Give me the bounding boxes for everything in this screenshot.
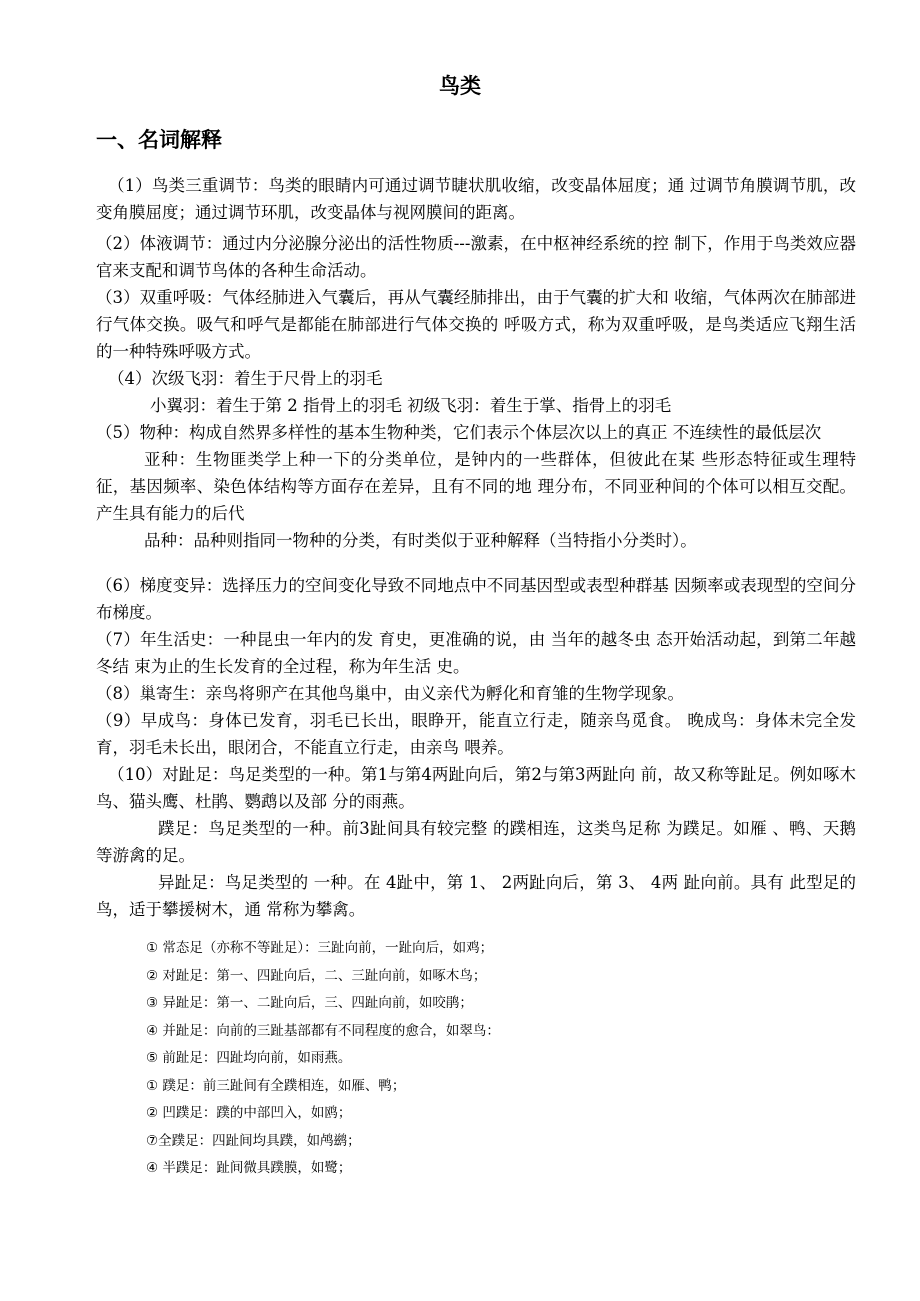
paragraph-1: （1）鸟类三重调节：鸟类的眼睛内可通过调节睫状肌收缩，改变晶体屈度；通 过调节角膜调节肌，改变角膜屈度；通过调节环肌，改变晶体与视网膜间的距离。 xyxy=(96,176,856,222)
paragraph-4b: 小翼羽：着生于第 2 指骨上的羽毛 初级飞羽：着生于掌、指骨上的羽毛 xyxy=(150,396,672,415)
list-item: ① 蹼足：前三趾间有全蹼相连，如雁、鸭； xyxy=(146,1077,406,1094)
paragraph-3: （3）双重呼吸：气体经肺进入气囊后，再从气囊经肺排出，由于气囊的扩大和 收缩，气体两次在肺部进行气体交换。吸气和呼气是都能在肺部进行气体交换的 呼吸方式，称为双重呼吸，是鸟类适应飞翔生活的一种特殊呼吸方式。 xyxy=(96,288,856,361)
paragraph-5b: 亚种：生物匪类学上种一下的分类单位，是钟内的一些群体，但彼此在某 些形态特征或生理特征，基因频率、染色体结构等方面存在差异，且有不同的地 理分布，不同亚种间的个体可以相互交配。产生具有能力的后代 xyxy=(96,450,856,523)
list-item: ① 常态足（亦称不等趾足）：三趾向前，一趾向后，如鸡； xyxy=(146,940,494,956)
paragraph-5: （5）物种：构成自然界多样性的基本生物种类，它们表示个体层次以上的真正 不连续性的最低层次 xyxy=(96,423,822,442)
paragraph-5c: 品种：品种则指同一物种的分类，有时类似于亚种解释（当特指小分类时）。 xyxy=(144,531,697,550)
paragraph-4: （4）次级飞羽：着生于尺骨上的羽毛 xyxy=(108,369,383,388)
list-item: ⑦全蹼足：四趾间均具蹼，如鸬鹚； xyxy=(146,1132,361,1149)
paragraph-7: （7）年生活史：一种昆虫一年内的发 育史，更准确的说，由 当年的越冬虫 态开始活动起，到第二年越冬结 束为止的生长发育的全过程，称为年生活 史。 xyxy=(96,630,856,676)
list-item: ④ 并趾足：向前的三趾基部都有不同程度的愈合，如翠鸟： xyxy=(146,1022,500,1039)
paragraph-10b: 蹼足：鸟足类型的一种。前3趾间具有较完整 的蹼相连，这类鸟足称 为蹼足。如雁 、鸭、天鹅等游禽的足。 xyxy=(96,819,856,865)
paragraph-10c: 异趾足：鸟足类型的 一种。在 4趾中，第 1、 2两趾向后，第 3、 4两 趾向前。具有 此型足的鸟，适于攀援树木，通 常称为攀禽。 xyxy=(96,873,856,919)
section-heading: 一、名词解释 xyxy=(96,128,222,152)
foot-type-list xyxy=(146,935,706,1183)
document-title: 鸟类 xyxy=(439,74,481,98)
paragraph-10: （10）对趾足：鸟足类型的一种。第1与第4两趾向后，第2与第3两趾向 前，故又称等趾足。例如啄木 鸟、猫头鹰、杜鹃、鹦鹉以及部 分的雨燕。 xyxy=(96,765,856,811)
list-item: ③ 异趾足：第一、二趾向后，三、四趾向前，如咬鹃； xyxy=(146,995,473,1011)
paragraph-2: （2）体液调节：通过内分泌腺分泌出的活性物质---激素，在中枢神经系统的控 制下，作用于鸟类效应器官来支配和调节鸟体的各种生命活动。 xyxy=(96,234,856,280)
list-item: ② 凹蹼足：蹼的中部凹入，如鸥； xyxy=(146,1105,352,1121)
paragraph-8: （8）巢寄生：亲鸟将卵产在其他鸟巢中，由义亲代为孵化和育雏的生物学现象。 xyxy=(96,684,684,703)
paragraph-9: （9）早成鸟：身体已发育，羽毛已长出，眼睁开，能直立行走，随亲鸟觅食。 晚成鸟：身体未完全发育，羽毛未长出，眼闭合，不能直立行走，由亲鸟 喂养。 xyxy=(96,711,856,757)
definitions-body xyxy=(96,172,856,923)
list-item: ④ 半蹼足：趾间微具蹼膜，如鹭； xyxy=(146,1160,352,1176)
list-item: ⑤ 前趾足：四趾均向前，如雨燕。 xyxy=(146,1050,352,1066)
paragraph-6: （6）梯度变异：选择压力的空间变化导致不同地点中不同基因型或表型种群基 因频率或表现型的空间分布梯度。 xyxy=(96,576,856,622)
list-item: ② 对趾足：第一、四趾向后，二、三趾向前，如啄木鸟； xyxy=(146,967,487,984)
